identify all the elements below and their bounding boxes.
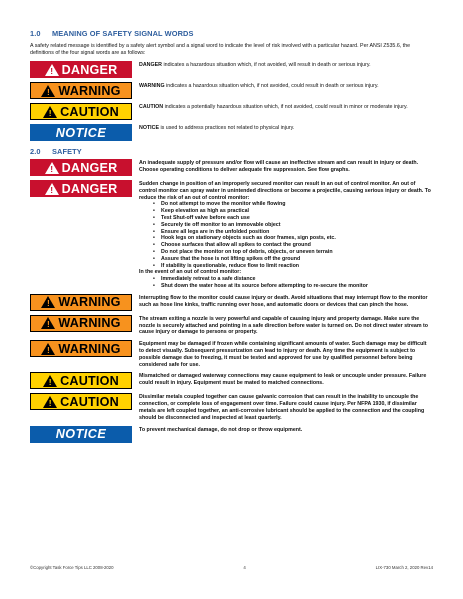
- warning-signal-badge: [30, 340, 132, 357]
- copyright-text: ©Copyright Task Force Tips LLC 2008-2020: [30, 565, 114, 570]
- warning-signal-badge: [30, 315, 132, 332]
- caution-signal-badge: [30, 393, 132, 410]
- warning-signal-badge: [30, 82, 132, 99]
- safety-alert-icon: !: [43, 396, 57, 408]
- list-item: • Hook legs on stationary objects such as door frames, sign posts, etc.: [153, 235, 433, 242]
- safety-alert-icon: !: [41, 85, 55, 97]
- caution-signal-badge: [30, 103, 132, 120]
- badge-word: WARNING: [58, 295, 121, 310]
- definition-text: is used to address practices not related to physical injury.: [159, 125, 295, 131]
- safety-entry-6: [30, 372, 433, 389]
- precaution-list: [153, 201, 433, 269]
- definition-term: WARNING: [139, 83, 165, 89]
- intro-paragraph: A safety related message is identified by a safety alert symbol and a signal word to indicate the level of risk involved with a particular hazard. Per ANSI Z535.6, the definitions of the four signal words are as follows:: [30, 43, 411, 56]
- list-item: • Do not attempt to move the monitor while flowing: [153, 201, 433, 208]
- safety-text: To prevent mechanical damage, do not drop or throw equipment.: [139, 426, 303, 433]
- safety-alert-icon: !: [41, 317, 55, 329]
- list-item: • Immediately retreat to a safe distance: [153, 276, 433, 283]
- badge-word: DANGER: [61, 160, 118, 175]
- section-title: SAFETY: [52, 147, 82, 156]
- safety-text: Mismatched or damaged waterway connections may cause equipment to leak or uncouple under pressure. Failure could result in injury. Equipment must be mated to matched connections.: [139, 373, 427, 387]
- list-item: • Shut down the water hose at its source before attempting to re-secure the monitor: [153, 283, 433, 290]
- definition-term: CAUTION: [139, 104, 164, 110]
- list-item: • If stability is questionable, reduce flow to limit reaction: [153, 263, 433, 270]
- definition-danger: [30, 61, 433, 78]
- safety-entry-2: [30, 180, 433, 290]
- document-id: LIX-730 March 2, 2020 Rev14: [375, 565, 433, 570]
- badge-word: CAUTION: [60, 373, 119, 388]
- safety-entry-4: [30, 315, 433, 336]
- badge-word: NOTICE: [55, 125, 107, 140]
- badge-word: WARNING: [58, 316, 121, 331]
- definition-notice: [30, 124, 433, 141]
- safety-text: Dissimilar metals coupled together can cause galvanic corrosion that can result in the inability to uncouple the connection, or complete loss of engagement over time. Failure could cause injury. Per NFPA 1930, if dissimilar metals are left coupled together, an anti-corrosive lubricant should be applied to the connection and the coupling should be disconnected and inspected at least quarterly.: [139, 394, 425, 421]
- list-item: • Securely tie off monitor to an immovable object: [153, 222, 433, 229]
- safety-text: Interrupting flow to the monitor could cause injury or death. Avoid situations that may interrupt flow to the monitor such as hose line kinks, traffic running over hose, and automatic doors or devices that can pinch the hose.: [139, 294, 428, 308]
- section-heading-2: [30, 147, 433, 156]
- safety-alert-icon: !: [43, 375, 57, 387]
- safety-entry-8: [30, 426, 433, 443]
- danger-signal-badge: [30, 159, 132, 176]
- list-item: • Do not place the monitor on top of debris, objects, or uneven terrain: [153, 249, 433, 256]
- notice-signal-badge: [30, 124, 132, 141]
- badge-word: WARNING: [58, 341, 121, 356]
- definition-text: indicates a hazardous situation which, if not avoided, will result in death or serious injury.: [161, 62, 371, 68]
- warning-signal-badge: [30, 294, 132, 311]
- section-number: 1.0: [30, 29, 41, 38]
- safety-text: An inadequate supply of pressure and/or flow will cause an ineffective stream and can result in injury or death. Choose operating conditions to deliver adequate fire suppression. See flow graphs.: [139, 160, 419, 173]
- safety-entry-5: [30, 340, 433, 368]
- safety-subtext: In the event of an out of control monitor:: [139, 269, 242, 276]
- safety-entry-3: [30, 294, 433, 311]
- safety-alert-icon: !: [45, 162, 59, 174]
- definition-text: indicates a hazardous situation which, if not avoided, could result in death or serious injury.: [164, 83, 379, 89]
- page-footer: [30, 565, 433, 570]
- badge-word: NOTICE: [55, 427, 107, 442]
- section-number: 2.0: [30, 147, 41, 156]
- safety-text: Equipment may be damaged if frozen while containing significant amounts of water. Such damage may be difficult to detect visually. Subsequent pressurization can lead to injury or death. Any time the equipment is subject to possible damage due to freezing, it must be tested and approved for use by qualified personnel before being considered safe for use.: [139, 341, 427, 368]
- definition-warning: [30, 82, 433, 99]
- definition-term: NOTICE: [139, 125, 160, 131]
- section-heading-1: [30, 29, 433, 38]
- danger-signal-badge: [30, 180, 132, 197]
- section-title: MEANING OF SAFETY SIGNAL WORDS: [52, 29, 194, 38]
- list-item: • Keep elevation as high as practical: [153, 208, 433, 215]
- safety-text: The stream exiting a nozzle is very powerful and capable of causing injury and property damage. Make sure the nozzle is securely attached and pointing in a safe direction before water is turned on. Do not direct water stream to cause injury or damage to persons or property.: [139, 315, 429, 336]
- safety-entry-1: [30, 159, 433, 176]
- safety-entry-7: [30, 393, 433, 421]
- safety-alert-icon: !: [41, 343, 55, 355]
- definition-caution: [30, 103, 433, 120]
- badge-word: DANGER: [61, 181, 118, 196]
- safety-alert-icon: !: [43, 106, 57, 118]
- definition-term: DANGER: [139, 62, 162, 68]
- notice-signal-badge: [30, 426, 132, 443]
- caution-signal-badge: [30, 372, 132, 389]
- page-number: 4: [243, 565, 246, 570]
- safety-alert-icon: !: [45, 183, 59, 195]
- badge-word: DANGER: [61, 62, 118, 77]
- badge-word: CAUTION: [60, 104, 119, 119]
- list-item: • Ensure all legs are in the unfolded position: [153, 229, 433, 236]
- emergency-list: [153, 276, 433, 290]
- list-item: • Test Shut-off valve before each use: [153, 215, 433, 222]
- safety-text: Sudden change in position of an improperly secured monitor can result in an out of control monitor. An out of control monitor can spray water in unintended directions or become a projectile, causing serious injury or death. To reduce the risk of an out of control monitor:: [139, 181, 431, 201]
- list-item: • Assure that the hose is not lifting spikes off the ground: [153, 256, 433, 263]
- badge-word: CAUTION: [60, 394, 119, 409]
- safety-alert-icon: !: [41, 296, 55, 308]
- badge-word: WARNING: [58, 83, 121, 98]
- definition-text: indicates a potentially hazardous situation which, if not avoided, could result in minor or moderate injury.: [163, 104, 408, 110]
- safety-alert-icon: !: [45, 64, 59, 76]
- list-item: • Choose surfaces that allow all spikes to contact the ground: [153, 242, 433, 249]
- danger-signal-badge: [30, 61, 132, 78]
